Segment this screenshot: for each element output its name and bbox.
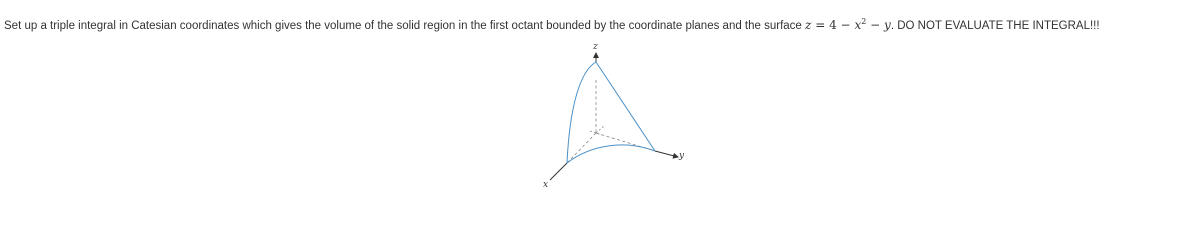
x-axis-hidden: [567, 133, 596, 163]
question-prompt: Set up a triple integral in Catesian coordinates which gives the volume of the solid region in the first octant bounded by the coordinate planes and the surface: [4, 20, 802, 32]
equation-minus-2: −: [870, 18, 881, 32]
solid-region-diagram: [530, 40, 700, 205]
y-axis-label: y: [679, 151, 685, 161]
yz-trace-line: [596, 62, 655, 151]
surface-equation: [805, 18, 891, 32]
z-axis-label: z: [593, 42, 598, 52]
equation-x-exponent: 2: [861, 17, 867, 26]
equation-constant: 4: [829, 18, 837, 32]
equation-y: y: [884, 18, 891, 32]
equation-lhs: z: [805, 18, 812, 32]
equation-minus-1: −: [840, 18, 851, 32]
question-instruction: . DO NOT EVALUATE THE INTEGRAL!!!: [890, 20, 1100, 32]
x-axis: [550, 163, 567, 180]
equation-x: x: [854, 18, 862, 32]
solid-region-figure: [530, 40, 700, 205]
equation-equals: =: [815, 18, 826, 32]
y-axis: [655, 151, 678, 157]
hidden-tick-1: [596, 126, 604, 133]
xy-trace-curve: [567, 145, 655, 163]
x-axis-label: x: [543, 180, 549, 190]
question-text: [4, 17, 1194, 34]
xz-trace-parabola: [567, 62, 596, 163]
